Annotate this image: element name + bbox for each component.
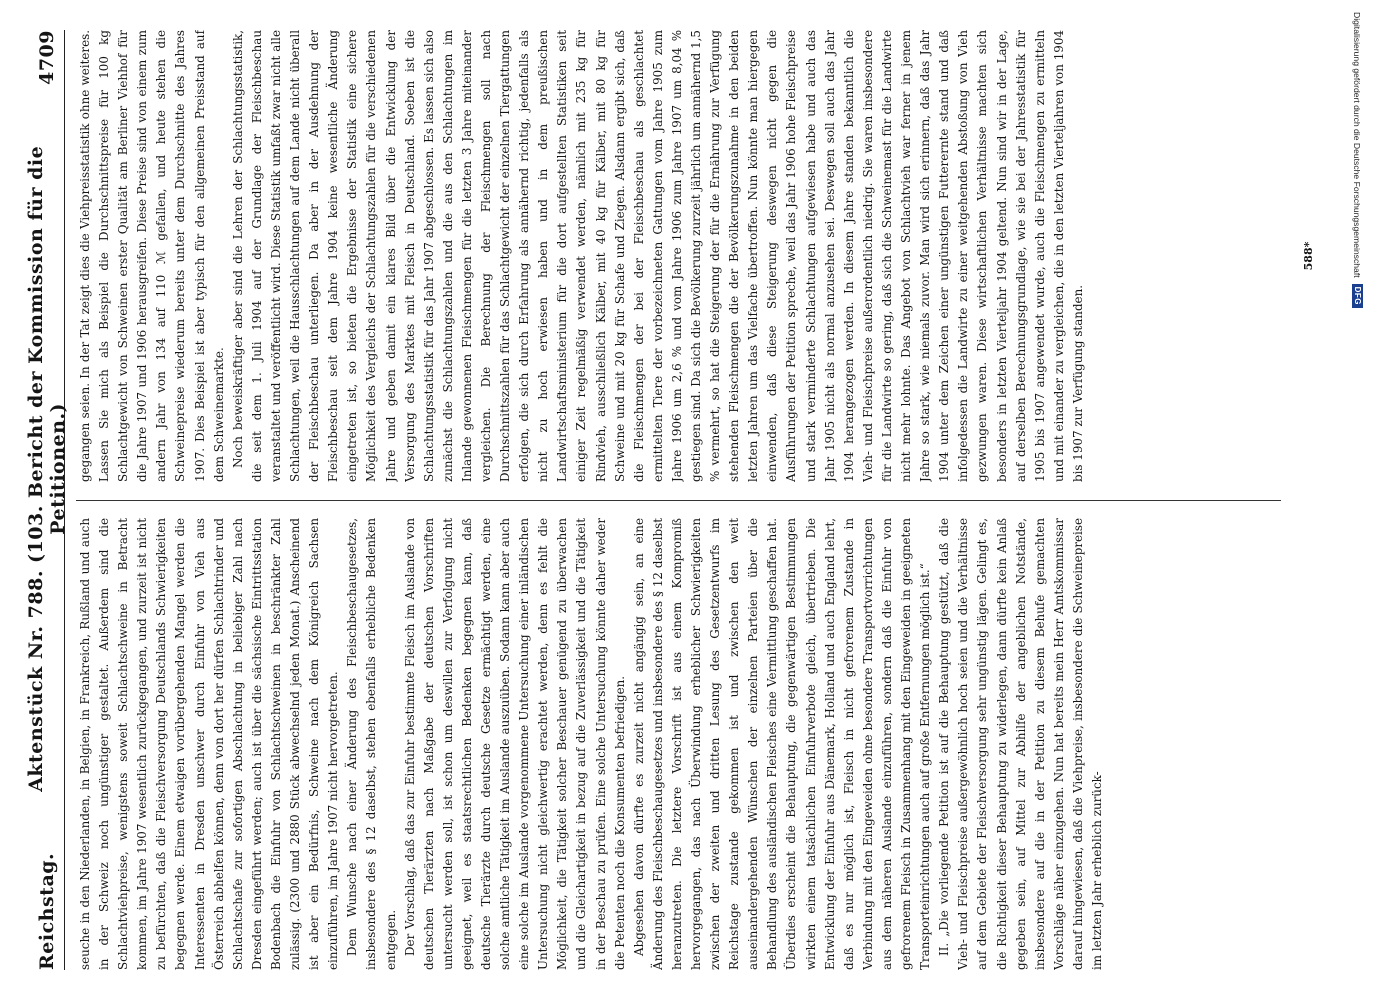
paragraph: seuche in den Niederlanden, in Belgien, in Frankreich, Rußland und auch in der Schweiz noch ungünstiger gestaltet. Außerdem sind die Schlachtviehpreise, wenigstens soweit Schlachtschweine in Betracht kommen, im Jahre 1907 wesentlich zurückgegangen, und zurzeit ist nicht zu befürchten, daß die Fleischversorgung Deutschlands Schwierigkeiten begegnen werde. Einem etwaigen vorübergehenden Mangel werden die Interessenten in Dresden unschwer durch Einfuhr von Vieh aus Österreich abhelfen können, denn von dort her dürfen Schlachtrinder und Schlachtschafe zur sofortigen Abschlachtung in beliebiger Zahl nach Dresden eingeführt werden; auch ist über die sächsische Eintrittsstation Bodenbach die Einfuhr von Schlachtschweinen in beschränkter Zahl zulässig. (2300 und 2880 Stück abwechselnd jeden Monat.) Anscheinend ist aber ein Bedürfnis, Schweine nach dem Königreich Sachsen einzuführen, im Jahre 1907 nicht hervorgetreten.: [78, 518, 341, 970]
text-column-right: [76, 30, 1281, 482]
paragraph: gegangen seien. In der Tat zeigt dies die Viehpreisstatistik ohne weiteres. Lassen Sie mich als Beispiel die Durchschnittspreise für 100 kg Schlachtgewicht von Schweinen erster Qualität am Berliner Viehhof für die Jahre 1907 und 1906 herausgreifen. Diese Preise sind von einem zum andern Jahr von 134 auf 110 ℳ gefallen, und heute stehen die Schweinepreise wiederum bereits unter dem Durchschnitte des Jahres 1907. Dies Beispiel ist aber typisch für den allgemeinen Preisstand auf dem Schweinemarkte.: [78, 30, 226, 482]
page-number: 4709: [36, 30, 58, 85]
text-column-left: [76, 518, 1281, 970]
column-divider: [76, 500, 1281, 501]
document-page: [25, 30, 1360, 970]
paragraph: Abgesehen davon dürfte es zurzeit nicht angängig sein, an eine Änderung des Fleischbeschaugesetzes und insbesondere des § 12 daselbst heranzutreten. Die letztere Vorschrift ist aus einem Kompromiß hervorgegangen, das nach Überwindung erheblicher Schwierigkeiten zwischen der zweiten und dritten Lesung des Gesetzentwurfs im Reichstage zustande gekommen ist und zwischen den weit auseinandergehenden Wünschen der einzelnen Parteien über die Behandlung des ausländischen Fleisches eine Vermittlung geschaffen hat. Überdies erscheint die Behauptung, die gegenwärtigen Bestimmungen wirkten einem tatsächlichen Einfuhrverbote gleich, übertrieben. Die Entwicklung der Einfuhr aus Dänemark, Holland und auch England lehrt, daß es nur möglich ist, Fleisch in nicht gefrorenem Zustande in Verbindung mit den Eingeweiden ohne besondere Transportvorrichtungen aus dem näheren Auslande einzuführen, sondern daß die Einfuhr von gefrorenem Fleisch in Zusammenhang mit den Eingeweiden in geeigneten Transporteinrichtungen auch auf große Entfernungen möglich ist.“: [631, 518, 933, 970]
header-title: Aktenstück Nr. 788. (103. Bericht der Kommission für die Petitionen.): [25, 145, 69, 792]
header-left: Reichstag.: [36, 852, 58, 970]
digitization-credit: [1352, 12, 1363, 988]
paragraph: Der Vorschlag, daß das zur Einfuhr bestimmte Fleisch im Auslande von deutschen Tierärzten nach Maßgabe der deutschen Vorschriften untersucht werden soll, ist schon um deswillen zur Verfolgung nicht geeignet, weil es staatsrechtlichen Bedenken begegnen kann, daß deutsche Tierärzte durch deutsche Gesetze ermächtigt werden, eine solche amtliche Tätigkeit im Auslande auszuüben. Sodann kann aber auch eine solche im Auslande vorgenommene Untersuchung einer inländischen Untersuchung nicht gleichwertig erachtet werden, denn es fehlt die Möglichkeit, die Tätigkeit solcher Beschauer genügend zu überwachen und die Gleichartigkeit in bezug auf die Zuverlässigkeit und die Tätigkeit in der Beschau zu prüfen. Eine solche Untersuchung könnte daher weder die Petenten noch die Konsumenten befriedigen.: [402, 518, 627, 970]
page-header: [25, 30, 69, 970]
paragraph: Dem Wunsche nach einer Änderung des Fleischbeschaugesetzes, insbesondere des § 12 daselbst, stehen ebenfalls erhebliche Bedenken entgegen.: [345, 518, 398, 970]
printer-signature: 588*: [1302, 241, 1315, 271]
paragraph: Noch beweiskräftiger aber sind die Lehren der Schlachtungsstatistik, die seit dem 1. Juli 1904 auf der Grundlage der Fleischbeschau veranstaltet und veröffentlicht wird. Diese Statistik umfaßt zwar nicht alle Schlachtungen, weil die Hausschlachtungen auf dem Lande nicht überall der Fleischbeschau unterliegen. Da aber in der Ausdehnung der Fleischbeschau seit dem Jahre 1904 keine wesentliche Änderung eingetreten ist, so bieten die Ergebnisse der Statistik eine sichere Möglichkeit des Vergleichs der Schlachtungszahlen für die verschiedenen Jahre und geben damit ein klares Bild über die Entwicklung der Versorgung des Marktes mit Fleisch in Deutschland. Soeben ist die Schlachtungsstatistik für das Jahr 1907 abgeschlossen. Es lassen sich also zunächst die Schlachtungszahlen und die aus den Schlachtungen im Inlande gewonnenen Fleischmengen für die letzten 3 Jahre miteinander vergleichen. Die Berechnung der Fleischmengen soll nach Durchschnittszahlen für das Schlachtgewicht der einzelnen Tiergattungen erfolgen, die sich durch Erfahrung als annähernd richtig, jedenfalls als nicht zu hoch erwiesen haben und in dem preußischen Landwirtschaftsministerium für die dort aufgestellten Statistiken seit einiger Zeit regelmäßig verwendet werden, nämlich mit 235 kg für Rindvieh, ausschließlich Kälber, mit 40 kg für Kälber, mit 80 kg für Schweine und mit 20 kg für Schafe und Ziegen. Alsdann ergibt sich, daß die Fleischmengen der bei der Fleischbeschau als geschlachtet ermittelten Tiere der vorbezeichneten Gattungen vom Jahre 1905 zum Jahre 1906 um 2,6 % und vom Jahre 1906 zum Jahre 1907 um 8,04 % gestiegen sind. Da sich die Bevölkerung zurzeit jährlich um annähernd 1,5 % vermehrt, so hat die Steigerung der für die Ernährung zur Verfügung stehenden Fleischmengen die der Bevölkerungszunahme in den beiden letzten Jahren um das Vielfache übertroffen. Nun könnte man hiergegen einwenden, daß diese Steigerung deswegen nicht gegen die Ausführungen der Petition spreche, weil das Jahr 1906 hohe Fleischpreise und stark verminderte Schlachtungen aufgewiesen habe und auch das Jahr 1905 nicht als normal anzusehen sei. Deswegen soll auch das Jahr 1904 herangezogen werden. In diesem Jahre standen bekanntlich die Vieh- und Fleischpreise außerordentlich niedrig. Sie waren insbesondere für die Landwirte so gering, daß sich die Schweinemast für die Landwirte nicht mehr lohnte. Das Angebot von Schlachtvieh war ferner in jenem Jahre so stark, wie niemals zuvor. Man wird sich erinnern, daß das Jahr 1904 unter dem Zeichen einer ungünstigen Futterernte stand und daß infolgedessen die Landwirte zu einer weitgehenden Abstoßung von Vieh gezwungen waren. Diese wirtschaftlichen Verhältnisse machten sich besonders in letzten Vierteljahr 1904 geltend. Nun sind wir in der Lage, auf derselben Berechnungsgrundlage, wie sie bei der Jahresstatistik für 1905 bis 1907 angewendet wurde, auch die Fleischmengen zu ermitteln und mit einander zu vergleichen, die in den letzten Vierteljahren von 1904 bis 1907 zur Verfügung standen.: [230, 30, 1085, 482]
dfg-logo: DFG: [1352, 284, 1363, 308]
credit-text: Digitalisierung gefördert durch die Deutsche Forschungsgemeinschaft: [1352, 12, 1363, 278]
paragraph: II. „Die vorliegende Petition ist auf die Behauptung gestützt, daß die Vieh- und Fleischpreise außergewöhnlich hoch seien und die Verhältnisse auf dem Gebiete der Fleischversorgung sehr ungünstig lägen. Gelingt es, die Richtigkeit dieser Behauptung zu widerlegen, dann dürfte kein Anlaß gegeben sein, auf Mittel zur Abhilfe der angeblichen Notstände, insbesondere auf die in der Petition zu diesem Behufe gemachten Vorschläge näher einzugehen. Nun hat bereits mein Herr Amtskommissar darauf hingewiesen, daß die Viehpreise, insbesondere die Schweinepreise im letzten Jahr erheblich zurück-: [937, 518, 1104, 970]
